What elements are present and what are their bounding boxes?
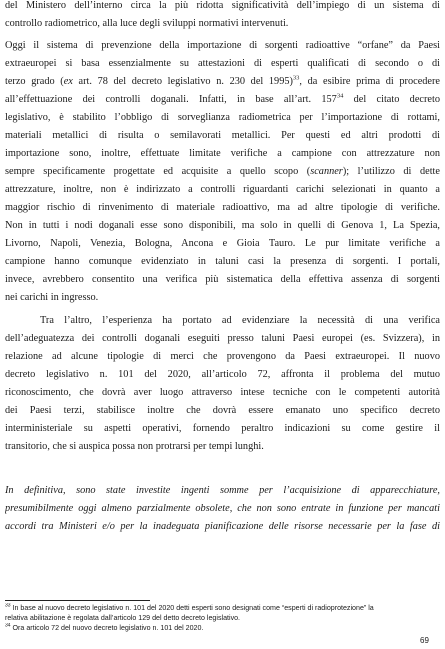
text-line: Non in tutti i nodi doganali esse sono disponibili, ma solo in quelli di Genova 1, La Spezia,	[5, 220, 440, 231]
footnote-separator	[5, 600, 150, 601]
text-line: invece, avrebbero consentito una verifica più sistematica della effettiva assenza di sorgenti	[5, 274, 440, 285]
text-line: attrezzature, inoltre, non è indirizzato a controlli riguardanti carichi selezionati in quanto a	[5, 184, 440, 195]
text-line: legislativo, è stabilito l’obbligo di sorveglianza radiometrica per l’importazione di rottami,	[5, 112, 440, 123]
footnote-ref-33: 33	[292, 74, 300, 82]
text-line: accordi tra Ministeri e/o per la inadeguata pianificazione delle risorse necessarie per la fase di	[5, 521, 440, 532]
text-line: Oggi il sistema di prevenzione della importazione di sorgenti radioattive “orfane” da Paesi	[5, 40, 440, 51]
text-line: Livorno, Napoli, Venezia, Bologna, Ancona e Gioia Tauro. Le pur limitate verifiche a	[5, 238, 440, 249]
text-line: relazione ad alcune tipologie di merci che provengono da Paesi extraeuropei. Il nuovo	[5, 351, 440, 362]
text-line: sempre specificamente progettate ed acquisite a quello scopo (scanner); l’utilizzo di dette	[5, 166, 440, 177]
footnote-33: $^{33}$ In base al nuovo decreto legislativo n. 101 del 2020 detti esperti sono designati come “esperti di radioprotezione” la	[5, 603, 374, 612]
text-line: In definitiva, sono state investite ingenti somme per l’acquisizione di apparecchiature,	[5, 485, 440, 496]
text-line: transitorio, che si auspica possa non protrarsi per tempi lunghi.	[5, 441, 264, 452]
text-line: campione hanno comunque evidenziato in taluni casi la presenza di sorgenti. I portali,	[5, 256, 440, 267]
text-line: dei Paesi terzi, stabilisce inoltre che dovrà essere emanato uno specifico decreto	[5, 405, 440, 416]
text-line: all’effettuazione dei controlli doganali. Infatti, in base all’art. $157^{34}$ del citato decreto	[5, 92, 440, 105]
page-number: 69	[420, 636, 429, 645]
text-line: maggior rischio di rinvenimento di materiale radioattivo, ma ad altre tipologie di verifiche.	[5, 202, 440, 213]
text-line: importazione sono, inoltre, effettuate limitate verifiche a campione con attrezzature non	[5, 148, 440, 159]
text-line: extraeuropei si basa essenzialmente su attestazioni di esperti qualificati di secondo o di	[5, 58, 440, 69]
text-line: decreto legislativo n. 101 del 2020, all’articolo 72, affronta il problema del mutuo	[5, 369, 440, 380]
text-line: interministeriale su aspetti operativi, fornendo peraltro indicazioni su come gestire il	[5, 423, 440, 434]
text-line: riconoscimento, che dovrà aver luogo attraverso intese tecniche con le competenti autorità	[5, 387, 440, 398]
text-line: controllo radiometrico, alla luce degli sviluppi normativi intervenuti.	[5, 18, 289, 29]
text-line: Tra l’altro, l’esperienza ha portato ad evidenziare la necessità di una verifica	[40, 315, 440, 326]
footnote-33-continued: relativa abilitazione è regolata dall’articolo 129 del detto decreto legislativo.	[5, 614, 241, 622]
text-line: dell’adeguatezza dei controlli doganali eseguiti presso taluni Paesi europei (es. Svizzera), in	[5, 333, 440, 344]
text-line: terzo grado (ex art. 78 del decreto legislativo n. 230 del 1995)$^{33}$, da esibire prima di procedere	[5, 74, 440, 87]
text-line: del Ministero dell’interno circa la più ridotta significatività dell’impiego di un sistema di	[5, 0, 440, 11]
footnote-ref-34: 34	[336, 92, 344, 100]
text-line: presumibilmente oggi almeno parzialmente obsolete, che non sono entrate in funzione per mancati	[5, 503, 440, 514]
footnote-34: $^{34}$ Ora articolo 72 del nuovo decreto legislativo n. 101 del 2020.	[5, 623, 204, 632]
text-line: materiali metallici di risulta o semilavorati metallici. Per questi ed altri prodotti di	[5, 130, 440, 141]
text-line: nei carichi in ingresso.	[5, 292, 99, 303]
